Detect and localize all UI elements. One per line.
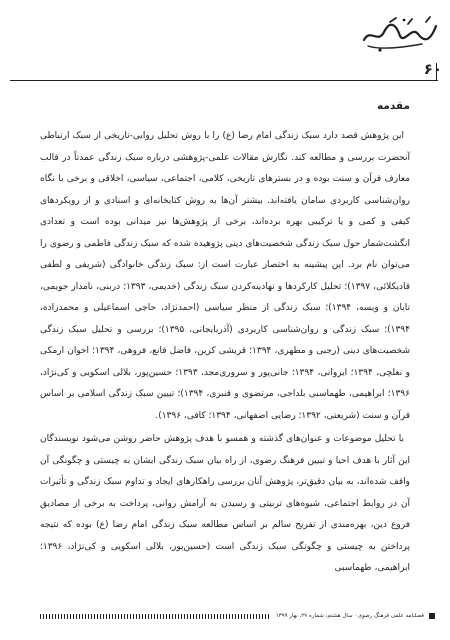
journal-logo-mark <box>360 14 440 54</box>
paragraph-2: با تحلیل موضوعات و عنوان‌های گذشته و همسو با هدف پژوهش حاضر روشن می‌شود نویسندگان این آثار با هدف احیا و تبیین فرهنگ رضوی، از راه بیان سبک زندگی ایشان به چیستی و چگونگی آن واقف شده‌اند، به بیان دقیق‌تر، پژوهش آنان بررسی راهکارهای ایجاد و تداوم سبک زندگی و تأثیرات آن در روابط اجتماعی، شیوه‌های تربیتی و رسیدن به آرامش روانی، پرداخت به برخی از مصادیق فروع دین، بهره‌مندی از تفریح سالم بر اساس مطالعه سبک زندگی امام رضا (ع) بوده که نتیجه پرداختن به چیستی و چگونگی سبک زندگی است (حسین‌پور، بلالی اسکویی و کی‌نژاد، ۱۳۹۶؛ ابراهیمی، طهماسبی <box>40 434 410 573</box>
header-rule-corner <box>436 63 437 81</box>
footer-marker <box>429 613 435 619</box>
section-heading: مقدمه <box>377 100 410 112</box>
footer-citation: فصلنامه علمی فرهنگ رضوی · سال هشتم، شماره ۲۹، بهار ۱۳۹۹ <box>275 613 424 619</box>
journal-logo <box>360 14 440 54</box>
header-rule <box>10 80 438 81</box>
footer-dotted-line <box>40 614 270 619</box>
page-footer <box>40 609 435 623</box>
article-body <box>40 100 410 580</box>
paragraph-1: این پژوهش قصد دارد سبک زندگی امام رضا (ع) را با روش تحلیل روایی-تاریخی از سبک ارتباطی آنحضرت بررسی و مطالعه کند. نگارش مقالات علمی-پژوهشی درباره سبک زندگی عمدتاً در قالب معارف قرآن و سنت بوده و در بسترهای تاریخی، کلامی، اجتماعی، سیاسی، اخلاقی و برخی با نگاه روان‌شناسی کاربردی سامان یافته‌اند. بیشتر آن‌ها به روش کتابخانه‌ای و اسنادی و از رویکردهای کیفی و کمی و یا ترکیبی بهره برده‌اند، برخی از پژوهش‌ها نیز میدانی بوده است و تعدادی انگشت‌شمار حول سبک زندگی شخصیت‌های دینی پژوهیده شده که سبک زندگی فاطمی و رضوی را می‌توان نام برد. این پیشینه به اختصار عبارت است از: سبک زندگی خانوادگی (شریفی و لطفی قادیکلائی، ۱۳۹۷)؛ تحلیل کارکردها و نهادینه‌کردن سبک زندگی (خدیمی، ۱۳۹۳؛ دربنی، نامدار جویمی، تابان و ویسه، ۱۳۹۴)؛ سبک زندگی از منظر سیاسی (احمدنژاد، حاجی اسماعیلی و محمدزاده، ۱۳۹۴)؛ سبک زندگی و روان‌شناسی کاربردی (آذربایجانی، ۱۳۹۵)؛ بررسی و تحلیل سبک زندگی شخصیت‌های دینی (رجبی و مطهری، ۱۳۹۴؛ قریشی کرین، فاضل قانع، فروهی، ۱۳۹۴؛ اخوان ارمکی و نعلچی، ۱۳۹۴؛ ایروانی، ۱۳۹۴؛ جانی‌پور و سروری‌مجد، ۱۳۹۳؛ حسین‌پور، بلالی اسکویی و کی‌نژاد، ۱۳۹۶؛ ابراهیمی، طهماسبی بلداجی، مرتضوی و قنبری، ۱۳۹۴)؛ تبیین سبک زندگی اسلامی بر اساس قرآن و سنت (شریعتی، ۱۳۹۲؛ رضایی اصفهانی، ۱۳۹۴؛ کافی، ۱۳۹۶). <box>40 131 411 421</box>
page-number: ۶۰ <box>423 60 442 78</box>
